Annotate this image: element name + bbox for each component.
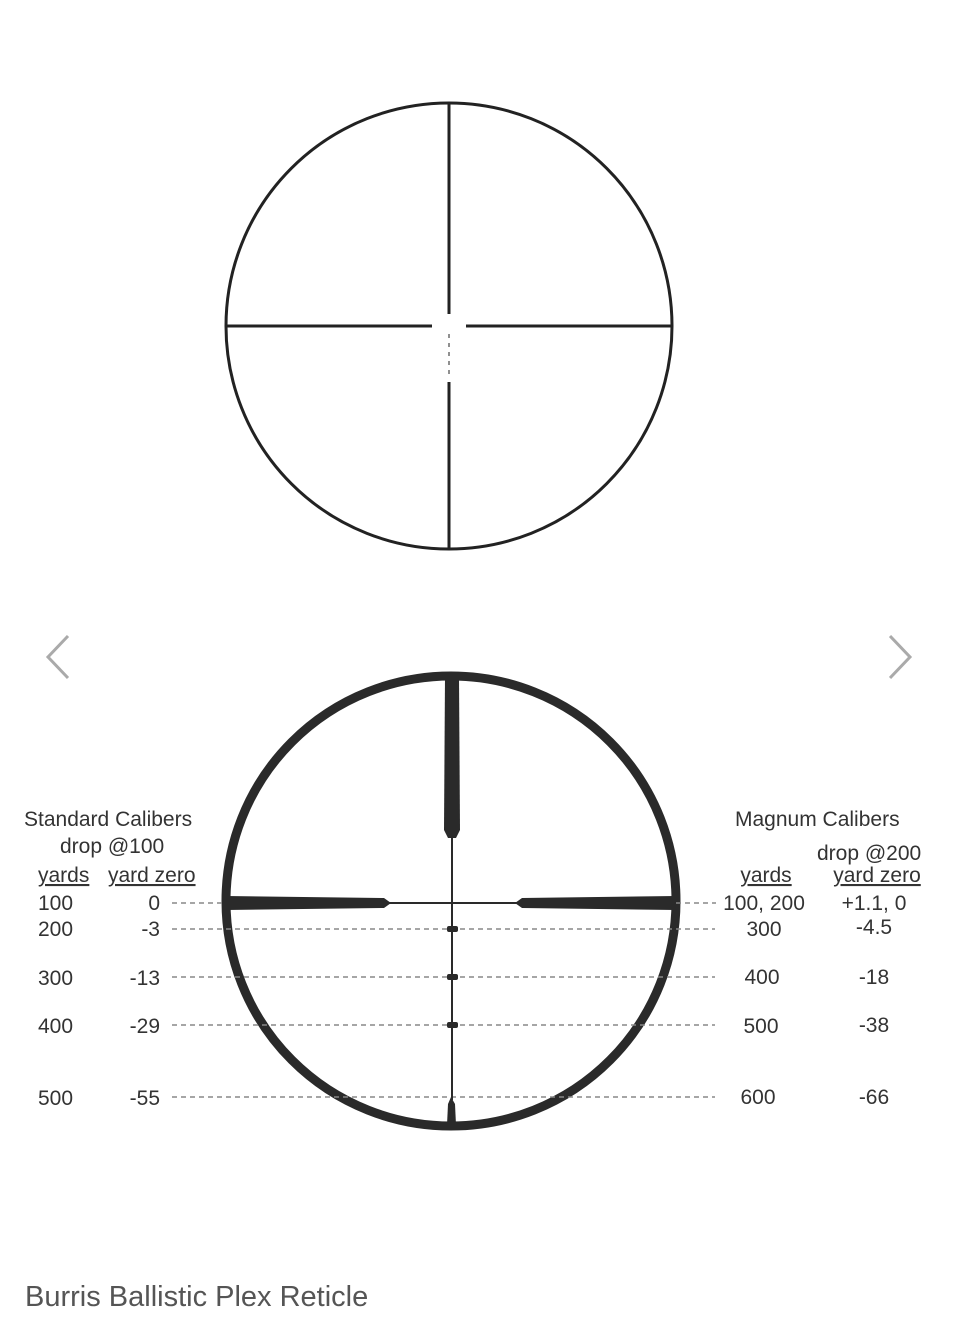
standard-row-drop: -29 [129, 1015, 160, 1038]
right-post [515, 896, 676, 910]
bottom-post [447, 1097, 456, 1125]
magnum-row-drop: +1.1, 0 [841, 892, 907, 915]
magnum-row-drop: -18 [858, 966, 890, 989]
standard-calibers-subtitle: drop @100 [60, 835, 165, 858]
magnum-row-drop: -66 [858, 1086, 890, 1109]
left-post [226, 896, 391, 910]
standard-row-yards: 500 [38, 1087, 74, 1110]
top-post [444, 676, 460, 838]
chevron-right-icon [880, 630, 920, 684]
simple-reticle [226, 103, 672, 549]
magnum-calibers-table [723, 808, 921, 1109]
range-dot-200 [447, 926, 458, 932]
standard-calibers-table [24, 808, 196, 1110]
magnum-calibers-subtitle: drop @200 [817, 842, 922, 865]
standard-row-yards: 300 [38, 967, 74, 990]
previous-image-button[interactable] [38, 630, 78, 684]
magnum-row-yards: 600 [740, 1086, 776, 1109]
magnum-calibers-title: Magnum Calibers [735, 808, 900, 831]
standard-row-yards: 400 [38, 1015, 74, 1038]
magnum-yards-header: yards [740, 864, 792, 887]
standard-row-drop: 0 [148, 892, 160, 915]
chevron-left-icon [38, 630, 78, 684]
standard-row-drop: -13 [129, 967, 160, 990]
magnum-zero-header: yard zero [833, 864, 921, 887]
standard-row-drop: -3 [141, 918, 160, 941]
standard-row-yards: 100 [38, 892, 74, 915]
next-image-button[interactable] [880, 630, 920, 684]
magnum-row-yards: 100, 200 [723, 892, 805, 915]
standard-row-yards: 200 [38, 918, 74, 941]
image-caption: Burris Ballistic Plex Reticle [25, 1281, 369, 1313]
magnum-row-yards: 300 [746, 918, 782, 941]
range-dot-400 [447, 1022, 458, 1028]
standard-zero-header: yard zero [108, 864, 196, 887]
magnum-row-yards: 400 [744, 966, 780, 989]
magnum-row-drop: -38 [858, 1014, 890, 1037]
magnum-row-yards: 500 [743, 1015, 779, 1038]
ballistic-reticle [172, 676, 716, 1126]
range-dot-300 [447, 974, 458, 980]
standard-row-drop: -55 [129, 1087, 160, 1110]
standard-yards-header: yards [38, 864, 90, 887]
standard-calibers-title: Standard Calibers [24, 808, 193, 831]
magnum-row-drop: -4.5 [855, 916, 893, 939]
